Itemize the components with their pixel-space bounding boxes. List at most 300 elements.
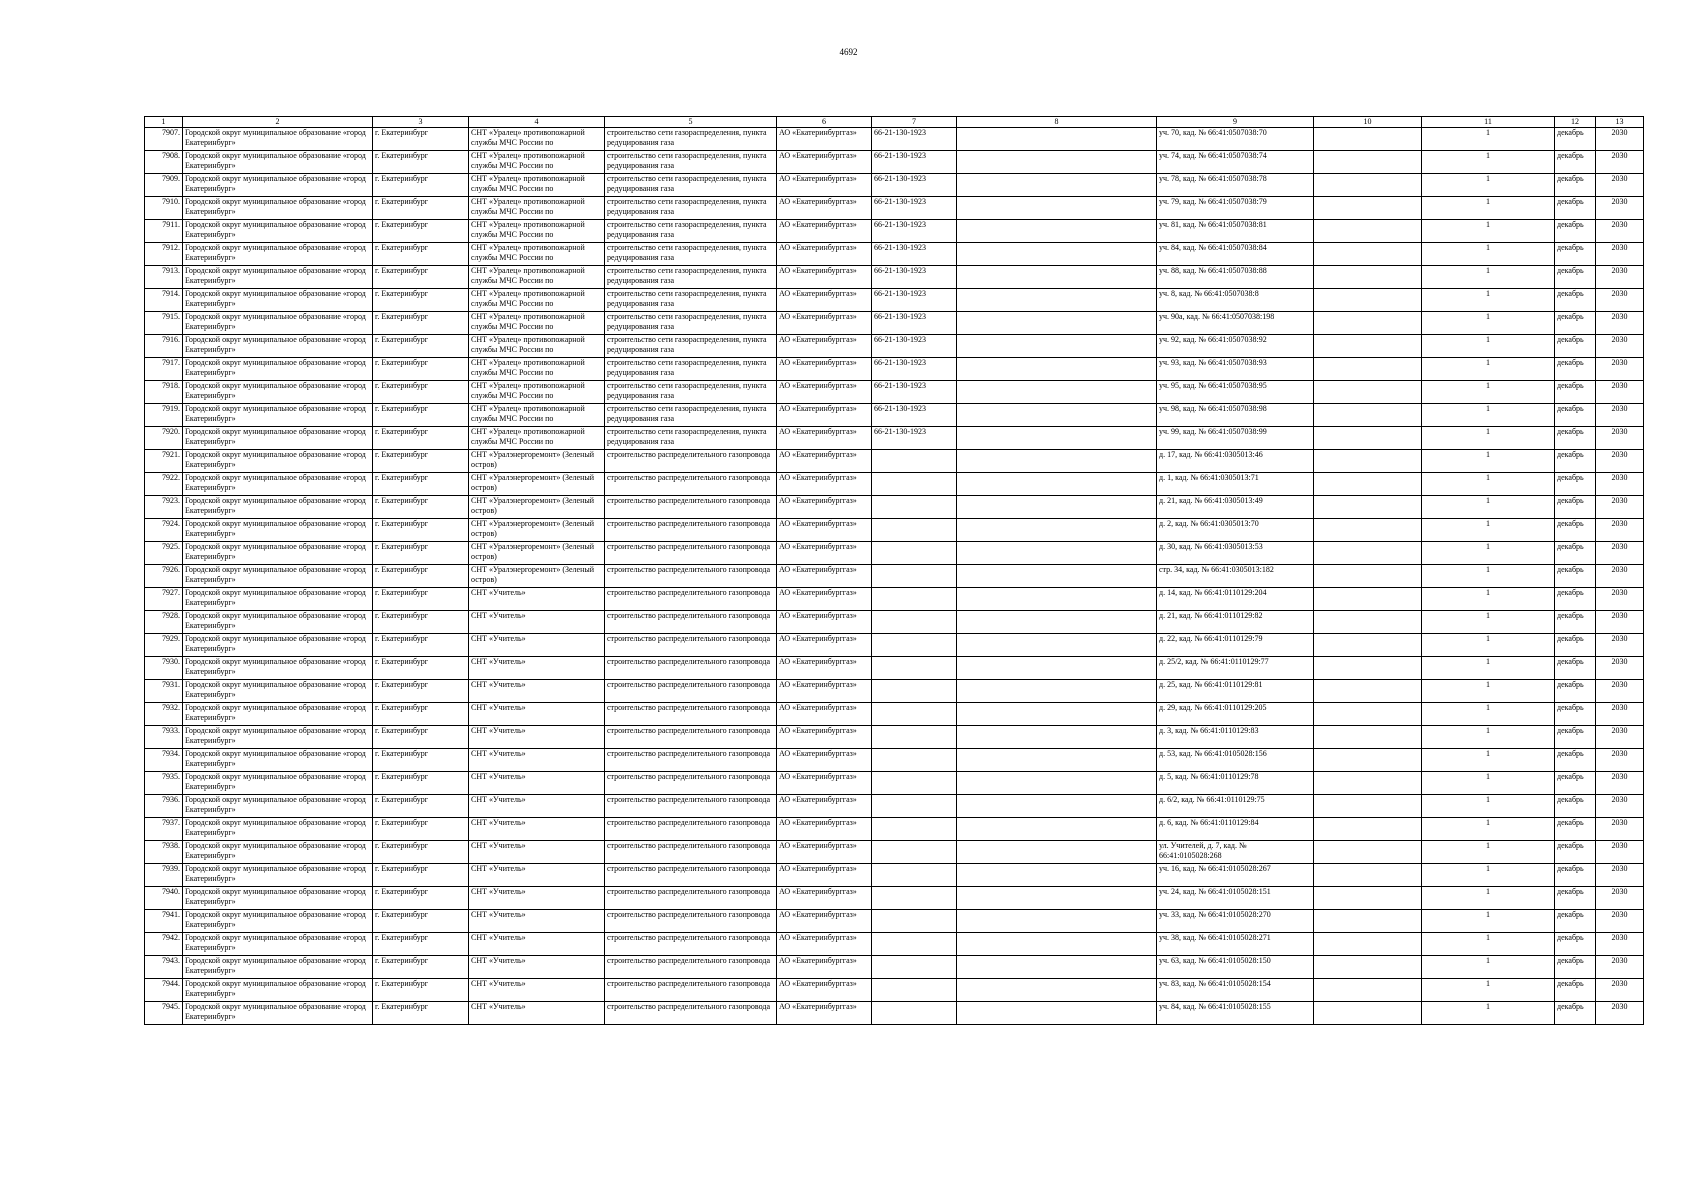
cell-year: 2030 xyxy=(1596,772,1644,795)
cell-municipality: Городской округ муниципальное образование «город Екатеринбург» xyxy=(183,680,373,703)
cell-year: 2030 xyxy=(1596,312,1644,335)
cell-column-8 xyxy=(957,933,1157,956)
cell-count: 1 xyxy=(1422,749,1555,772)
cell-row-number: 7914. xyxy=(145,289,183,312)
cell-document-number: 66-21-130-1923 xyxy=(872,404,957,427)
cell-organization: АО «Екатеринбурггаз» xyxy=(777,933,872,956)
cell-object-name: СНТ «Уралэнергоремонт» (Зеленый остров) xyxy=(469,565,605,588)
cell-column-8 xyxy=(957,496,1157,519)
column-header-6: 6 xyxy=(777,117,872,128)
cell-document-number xyxy=(872,473,957,496)
cell-column-10 xyxy=(1314,312,1422,335)
cell-month: декабрь xyxy=(1555,864,1596,887)
cell-column-8 xyxy=(957,726,1157,749)
cell-locality: г. Екатеринбург xyxy=(373,381,469,404)
cell-count: 1 xyxy=(1422,657,1555,680)
cell-work-type: строительство распределительного газопровода xyxy=(605,956,777,979)
cell-document-number xyxy=(872,933,957,956)
cell-column-8 xyxy=(957,657,1157,680)
cell-municipality: Городской округ муниципальное образование «город Екатеринбург» xyxy=(183,703,373,726)
cell-document-number xyxy=(872,680,957,703)
table-row xyxy=(145,588,1644,611)
cell-month: декабрь xyxy=(1555,611,1596,634)
cell-organization: АО «Екатеринбурггаз» xyxy=(777,657,872,680)
cell-object-name: СНТ «Уралец» противопожарной службы МЧС России по xyxy=(469,151,605,174)
column-header-9: 9 xyxy=(1157,117,1314,128)
cell-document-number: 66-21-130-1923 xyxy=(872,335,957,358)
table-row xyxy=(145,634,1644,657)
cell-month: декабрь xyxy=(1555,289,1596,312)
cell-document-number: 66-21-130-1923 xyxy=(872,312,957,335)
cell-row-number: 7912. xyxy=(145,243,183,266)
cell-locality: г. Екатеринбург xyxy=(373,703,469,726)
cell-address-cadastral: д. 6/2, кад. № 66:41:0110129:75 xyxy=(1157,795,1314,818)
table-row xyxy=(145,680,1644,703)
cell-count: 1 xyxy=(1422,910,1555,933)
cell-municipality: Городской округ муниципальное образование «город Екатеринбург» xyxy=(183,726,373,749)
cell-column-10 xyxy=(1314,335,1422,358)
cell-column-8 xyxy=(957,381,1157,404)
cell-year: 2030 xyxy=(1596,358,1644,381)
cell-row-number: 7923. xyxy=(145,496,183,519)
table-row xyxy=(145,956,1644,979)
cell-organization: АО «Екатеринбурггаз» xyxy=(777,841,872,864)
cell-work-type: строительство распределительного газопровода xyxy=(605,542,777,565)
cell-work-type: строительство сети газораспределения, пункта редуцирования газа xyxy=(605,151,777,174)
cell-organization: АО «Екатеринбурггаз» xyxy=(777,1002,872,1025)
cell-year: 2030 xyxy=(1596,450,1644,473)
cell-column-10 xyxy=(1314,795,1422,818)
cell-locality: г. Екатеринбург xyxy=(373,680,469,703)
cell-row-number: 7911. xyxy=(145,220,183,243)
cell-count: 1 xyxy=(1422,404,1555,427)
cell-organization: АО «Екатеринбурггаз» xyxy=(777,128,872,151)
cell-document-number xyxy=(872,565,957,588)
cell-column-10 xyxy=(1314,703,1422,726)
cell-column-10 xyxy=(1314,611,1422,634)
cell-column-8 xyxy=(957,519,1157,542)
cell-locality: г. Екатеринбург xyxy=(373,519,469,542)
cell-organization: АО «Екатеринбурггаз» xyxy=(777,358,872,381)
cell-year: 2030 xyxy=(1596,979,1644,1002)
cell-work-type: строительство распределительного газопровода xyxy=(605,772,777,795)
cell-address-cadastral: уч. 90а, кад. № 66:41:0507038:198 xyxy=(1157,312,1314,335)
cell-year: 2030 xyxy=(1596,910,1644,933)
cell-count: 1 xyxy=(1422,979,1555,1002)
cell-object-name: СНТ «Учитель» xyxy=(469,588,605,611)
cell-year: 2030 xyxy=(1596,864,1644,887)
cell-column-10 xyxy=(1314,933,1422,956)
cell-document-number xyxy=(872,657,957,680)
cell-work-type: строительство сети газораспределения, пункта редуцирования газа xyxy=(605,266,777,289)
cell-month: декабрь xyxy=(1555,588,1596,611)
cell-document-number xyxy=(872,726,957,749)
cell-object-name: СНТ «Учитель» xyxy=(469,795,605,818)
cell-document-number xyxy=(872,611,957,634)
cell-locality: г. Екатеринбург xyxy=(373,795,469,818)
cell-column-10 xyxy=(1314,1002,1422,1025)
cell-column-8 xyxy=(957,358,1157,381)
cell-year: 2030 xyxy=(1596,933,1644,956)
table-row xyxy=(145,381,1644,404)
cell-count: 1 xyxy=(1422,496,1555,519)
cell-row-number: 7909. xyxy=(145,174,183,197)
cell-count: 1 xyxy=(1422,841,1555,864)
cell-locality: г. Екатеринбург xyxy=(373,266,469,289)
cell-work-type: строительство распределительного газопровода xyxy=(605,841,777,864)
cell-object-name: СНТ «Учитель» xyxy=(469,680,605,703)
table-row xyxy=(145,220,1644,243)
cell-count: 1 xyxy=(1422,680,1555,703)
cell-column-8 xyxy=(957,450,1157,473)
cell-month: декабрь xyxy=(1555,680,1596,703)
cell-municipality: Городской округ муниципальное образование «город Екатеринбург» xyxy=(183,542,373,565)
cell-locality: г. Екатеринбург xyxy=(373,634,469,657)
cell-year: 2030 xyxy=(1596,542,1644,565)
cell-work-type: строительство распределительного газопровода xyxy=(605,588,777,611)
cell-document-number: 66-21-130-1923 xyxy=(872,174,957,197)
cell-locality: г. Екатеринбург xyxy=(373,588,469,611)
cell-object-name: СНТ «Учитель» xyxy=(469,611,605,634)
cell-locality: г. Екатеринбург xyxy=(373,749,469,772)
cell-municipality: Городской округ муниципальное образование «город Екатеринбург» xyxy=(183,128,373,151)
cell-address-cadastral: уч. 99, кад. № 66:41:0507038:99 xyxy=(1157,427,1314,450)
cell-column-10 xyxy=(1314,404,1422,427)
cell-column-10 xyxy=(1314,220,1422,243)
cell-work-type: строительство сети газораспределения, пункта редуцирования газа xyxy=(605,128,777,151)
cell-locality: г. Екатеринбург xyxy=(373,128,469,151)
table-row xyxy=(145,266,1644,289)
cell-year: 2030 xyxy=(1596,243,1644,266)
cell-municipality: Городской округ муниципальное образование «город Екатеринбург» xyxy=(183,1002,373,1025)
cell-address-cadastral: уч. 84, кад. № 66:41:0507038:84 xyxy=(1157,243,1314,266)
table-row xyxy=(145,243,1644,266)
cell-locality: г. Екатеринбург xyxy=(373,864,469,887)
cell-organization: АО «Екатеринбурггаз» xyxy=(777,956,872,979)
cell-address-cadastral: уч. 24, кад. № 66:41:0105028:151 xyxy=(1157,887,1314,910)
cell-organization: АО «Екатеринбурггаз» xyxy=(777,289,872,312)
cell-object-name: СНТ «Уралец» противопожарной службы МЧС России по xyxy=(469,312,605,335)
cell-month: декабрь xyxy=(1555,703,1596,726)
cell-organization: АО «Екатеринбурггаз» xyxy=(777,910,872,933)
cell-year: 2030 xyxy=(1596,634,1644,657)
cell-row-number: 7933. xyxy=(145,726,183,749)
cell-work-type: строительство распределительного газопровода xyxy=(605,749,777,772)
cell-row-number: 7936. xyxy=(145,795,183,818)
cell-row-number: 7929. xyxy=(145,634,183,657)
cell-month: декабрь xyxy=(1555,634,1596,657)
cell-locality: г. Екатеринбург xyxy=(373,450,469,473)
cell-column-10 xyxy=(1314,496,1422,519)
cell-month: декабрь xyxy=(1555,841,1596,864)
cell-address-cadastral: д. 22, кад. № 66:41:0110129:79 xyxy=(1157,634,1314,657)
cell-organization: АО «Екатеринбурггаз» xyxy=(777,427,872,450)
column-header-13: 13 xyxy=(1596,117,1644,128)
cell-column-8 xyxy=(957,473,1157,496)
cell-count: 1 xyxy=(1422,772,1555,795)
cell-address-cadastral: уч. 38, кад. № 66:41:0105028:271 xyxy=(1157,933,1314,956)
cell-object-name: СНТ «Уралэнергоремонт» (Зеленый остров) xyxy=(469,473,605,496)
cell-year: 2030 xyxy=(1596,266,1644,289)
cell-year: 2030 xyxy=(1596,473,1644,496)
table-row xyxy=(145,1002,1644,1025)
table-row xyxy=(145,933,1644,956)
cell-address-cadastral: уч. 70, кад. № 66:41:0507038:70 xyxy=(1157,128,1314,151)
cell-column-8 xyxy=(957,887,1157,910)
cell-object-name: СНТ «Учитель» xyxy=(469,956,605,979)
cell-document-number xyxy=(872,634,957,657)
table-row xyxy=(145,910,1644,933)
cell-count: 1 xyxy=(1422,795,1555,818)
cell-organization: АО «Екатеринбурггаз» xyxy=(777,519,872,542)
cell-count: 1 xyxy=(1422,197,1555,220)
cell-municipality: Городской округ муниципальное образование «город Екатеринбург» xyxy=(183,611,373,634)
cell-month: декабрь xyxy=(1555,312,1596,335)
cell-column-10 xyxy=(1314,174,1422,197)
cell-document-number xyxy=(872,772,957,795)
cell-organization: АО «Екатеринбурггаз» xyxy=(777,450,872,473)
cell-year: 2030 xyxy=(1596,1002,1644,1025)
cell-work-type: строительство распределительного газопровода xyxy=(605,1002,777,1025)
cell-count: 1 xyxy=(1422,312,1555,335)
table-row xyxy=(145,289,1644,312)
cell-count: 1 xyxy=(1422,220,1555,243)
cell-work-type: строительство распределительного газопровода xyxy=(605,496,777,519)
cell-row-number: 7917. xyxy=(145,358,183,381)
cell-address-cadastral: уч. 8, кад. № 66:41:0507038:8 xyxy=(1157,289,1314,312)
cell-month: декабрь xyxy=(1555,795,1596,818)
cell-count: 1 xyxy=(1422,542,1555,565)
table-row xyxy=(145,473,1644,496)
cell-year: 2030 xyxy=(1596,220,1644,243)
cell-work-type: строительство сети газораспределения, пункта редуцирования газа xyxy=(605,427,777,450)
cell-row-number: 7930. xyxy=(145,657,183,680)
cell-row-number: 7927. xyxy=(145,588,183,611)
cell-address-cadastral: д. 53, кад. № 66:41:0105028:156 xyxy=(1157,749,1314,772)
cell-year: 2030 xyxy=(1596,519,1644,542)
cell-column-10 xyxy=(1314,243,1422,266)
cell-object-name: СНТ «Уралец» противопожарной службы МЧС России по xyxy=(469,174,605,197)
cell-month: декабрь xyxy=(1555,772,1596,795)
cell-column-10 xyxy=(1314,450,1422,473)
cell-document-number xyxy=(872,703,957,726)
cell-locality: г. Екатеринбург xyxy=(373,841,469,864)
cell-month: декабрь xyxy=(1555,266,1596,289)
cell-organization: АО «Екатеринбурггаз» xyxy=(777,174,872,197)
cell-object-name: СНТ «Учитель» xyxy=(469,864,605,887)
cell-count: 1 xyxy=(1422,703,1555,726)
column-header-12: 12 xyxy=(1555,117,1596,128)
cell-organization: АО «Екатеринбурггаз» xyxy=(777,565,872,588)
cell-document-number: 66-21-130-1923 xyxy=(872,220,957,243)
cell-year: 2030 xyxy=(1596,128,1644,151)
cell-month: декабрь xyxy=(1555,542,1596,565)
cell-work-type: строительство распределительного газопровода xyxy=(605,887,777,910)
cell-row-number: 7915. xyxy=(145,312,183,335)
cell-year: 2030 xyxy=(1596,703,1644,726)
cell-column-8 xyxy=(957,772,1157,795)
table-row xyxy=(145,404,1644,427)
cell-row-number: 7918. xyxy=(145,381,183,404)
cell-count: 1 xyxy=(1422,335,1555,358)
cell-municipality: Городской округ муниципальное образование «город Екатеринбург» xyxy=(183,818,373,841)
cell-year: 2030 xyxy=(1596,795,1644,818)
cell-year: 2030 xyxy=(1596,588,1644,611)
cell-municipality: Городской округ муниципальное образование «город Екатеринбург» xyxy=(183,266,373,289)
cell-column-10 xyxy=(1314,427,1422,450)
cell-municipality: Городской округ муниципальное образование «город Екатеринбург» xyxy=(183,358,373,381)
cell-object-name: СНТ «Учитель» xyxy=(469,657,605,680)
table-row xyxy=(145,427,1644,450)
cell-year: 2030 xyxy=(1596,657,1644,680)
cell-object-name: СНТ «Учитель» xyxy=(469,1002,605,1025)
cell-address-cadastral: д. 1, кад. № 66:41:0305013:71 xyxy=(1157,473,1314,496)
cell-column-10 xyxy=(1314,657,1422,680)
cell-row-number: 7942. xyxy=(145,933,183,956)
cell-work-type: строительство распределительного газопровода xyxy=(605,634,777,657)
cell-work-type: строительство сети газораспределения, пункта редуцирования газа xyxy=(605,174,777,197)
table-row xyxy=(145,496,1644,519)
cell-organization: АО «Екатеринбурггаз» xyxy=(777,979,872,1002)
cell-organization: АО «Екатеринбурггаз» xyxy=(777,726,872,749)
cell-document-number: 66-21-130-1923 xyxy=(872,243,957,266)
cell-organization: АО «Екатеринбурггаз» xyxy=(777,887,872,910)
cell-document-number xyxy=(872,519,957,542)
cell-address-cadastral: уч. 63, кад. № 66:41:0105028:150 xyxy=(1157,956,1314,979)
cell-document-number xyxy=(872,542,957,565)
cell-organization: АО «Екатеринбурггаз» xyxy=(777,611,872,634)
cell-object-name: СНТ «Уралец» противопожарной службы МЧС России по xyxy=(469,404,605,427)
cell-work-type: строительство распределительного газопровода xyxy=(605,864,777,887)
cell-address-cadastral: уч. 95, кад. № 66:41:0507038:95 xyxy=(1157,381,1314,404)
table-row xyxy=(145,151,1644,174)
cell-count: 1 xyxy=(1422,933,1555,956)
cell-count: 1 xyxy=(1422,473,1555,496)
cell-row-number: 7926. xyxy=(145,565,183,588)
cell-municipality: Городской округ муниципальное образование «город Екатеринбург» xyxy=(183,933,373,956)
table-row xyxy=(145,818,1644,841)
column-header-7: 7 xyxy=(872,117,957,128)
cell-document-number xyxy=(872,887,957,910)
cell-count: 1 xyxy=(1422,450,1555,473)
cell-locality: г. Екатеринбург xyxy=(373,933,469,956)
cell-work-type: строительство распределительного газопровода xyxy=(605,703,777,726)
table-row xyxy=(145,542,1644,565)
cell-work-type: строительство сети газораспределения, пункта редуцирования газа xyxy=(605,197,777,220)
cell-year: 2030 xyxy=(1596,404,1644,427)
cell-column-10 xyxy=(1314,634,1422,657)
cell-locality: г. Екатеринбург xyxy=(373,818,469,841)
cell-count: 1 xyxy=(1422,887,1555,910)
cell-count: 1 xyxy=(1422,634,1555,657)
cell-municipality: Городской округ муниципальное образование «город Екатеринбург» xyxy=(183,335,373,358)
cell-organization: АО «Екатеринбурггаз» xyxy=(777,266,872,289)
cell-municipality: Городской округ муниципальное образование «город Екатеринбург» xyxy=(183,910,373,933)
cell-work-type: строительство распределительного газопровода xyxy=(605,450,777,473)
cell-column-10 xyxy=(1314,289,1422,312)
page-number: 4692 xyxy=(839,47,858,57)
cell-column-8 xyxy=(957,128,1157,151)
cell-work-type: строительство распределительного газопровода xyxy=(605,519,777,542)
cell-year: 2030 xyxy=(1596,496,1644,519)
table-row xyxy=(145,519,1644,542)
table-row xyxy=(145,312,1644,335)
cell-municipality: Городской округ муниципальное образование «город Екатеринбург» xyxy=(183,404,373,427)
cell-column-10 xyxy=(1314,979,1422,1002)
column-header-1: 1 xyxy=(145,117,183,128)
cell-address-cadastral: д. 5, кад. № 66:41:0110129:78 xyxy=(1157,772,1314,795)
table-row xyxy=(145,128,1644,151)
cell-object-name: СНТ «Учитель» xyxy=(469,749,605,772)
cell-document-number xyxy=(872,1002,957,1025)
cell-count: 1 xyxy=(1422,427,1555,450)
cell-address-cadastral: уч. 33, кад. № 66:41:0105028:270 xyxy=(1157,910,1314,933)
cell-work-type: строительство распределительного газопровода xyxy=(605,565,777,588)
cell-column-8 xyxy=(957,910,1157,933)
cell-locality: г. Екатеринбург xyxy=(373,496,469,519)
cell-object-name: СНТ «Учитель» xyxy=(469,933,605,956)
cell-document-number xyxy=(872,956,957,979)
cell-count: 1 xyxy=(1422,726,1555,749)
cell-month: декабрь xyxy=(1555,910,1596,933)
cell-column-8 xyxy=(957,979,1157,1002)
cell-count: 1 xyxy=(1422,151,1555,174)
cell-column-10 xyxy=(1314,772,1422,795)
cell-column-10 xyxy=(1314,381,1422,404)
cell-month: декабрь xyxy=(1555,933,1596,956)
column-header-4: 4 xyxy=(469,117,605,128)
cell-locality: г. Екатеринбург xyxy=(373,726,469,749)
cell-month: декабрь xyxy=(1555,657,1596,680)
cell-count: 1 xyxy=(1422,588,1555,611)
cell-row-number: 7935. xyxy=(145,772,183,795)
cell-count: 1 xyxy=(1422,565,1555,588)
cell-row-number: 7921. xyxy=(145,450,183,473)
cell-column-10 xyxy=(1314,519,1422,542)
cell-document-number: 66-21-130-1923 xyxy=(872,151,957,174)
cell-count: 1 xyxy=(1422,1002,1555,1025)
cell-month: декабрь xyxy=(1555,243,1596,266)
cell-organization: АО «Екатеринбурггаз» xyxy=(777,473,872,496)
cell-address-cadastral: д. 25/2, кад. № 66:41:0110129:77 xyxy=(1157,657,1314,680)
cell-object-name: СНТ «Уралец» противопожарной службы МЧС России по xyxy=(469,289,605,312)
cell-column-8 xyxy=(957,864,1157,887)
cell-year: 2030 xyxy=(1596,887,1644,910)
cell-document-number: 66-21-130-1923 xyxy=(872,128,957,151)
cell-month: декабрь xyxy=(1555,726,1596,749)
cell-organization: АО «Екатеринбурггаз» xyxy=(777,703,872,726)
cell-address-cadastral: д. 29, кад. № 66:41:0110129:205 xyxy=(1157,703,1314,726)
cell-object-name: СНТ «Уралэнергоремонт» (Зеленый остров) xyxy=(469,450,605,473)
cell-column-8 xyxy=(957,243,1157,266)
cell-row-number: 7937. xyxy=(145,818,183,841)
cell-count: 1 xyxy=(1422,381,1555,404)
cell-month: декабрь xyxy=(1555,174,1596,197)
cell-work-type: строительство распределительного газопровода xyxy=(605,611,777,634)
cell-work-type: строительство сети газораспределения, пункта редуцирования газа xyxy=(605,404,777,427)
cell-organization: АО «Екатеринбурггаз» xyxy=(777,404,872,427)
cell-column-10 xyxy=(1314,542,1422,565)
cell-row-number: 7913. xyxy=(145,266,183,289)
cell-month: декабрь xyxy=(1555,381,1596,404)
cell-locality: г. Екатеринбург xyxy=(373,979,469,1002)
cell-municipality: Городской округ муниципальное образование «город Екатеринбург» xyxy=(183,151,373,174)
cell-column-8 xyxy=(957,818,1157,841)
cell-column-10 xyxy=(1314,841,1422,864)
table-row xyxy=(145,197,1644,220)
cell-row-number: 7931. xyxy=(145,680,183,703)
cell-address-cadastral: уч. 84, кад. № 66:41:0105028:155 xyxy=(1157,1002,1314,1025)
